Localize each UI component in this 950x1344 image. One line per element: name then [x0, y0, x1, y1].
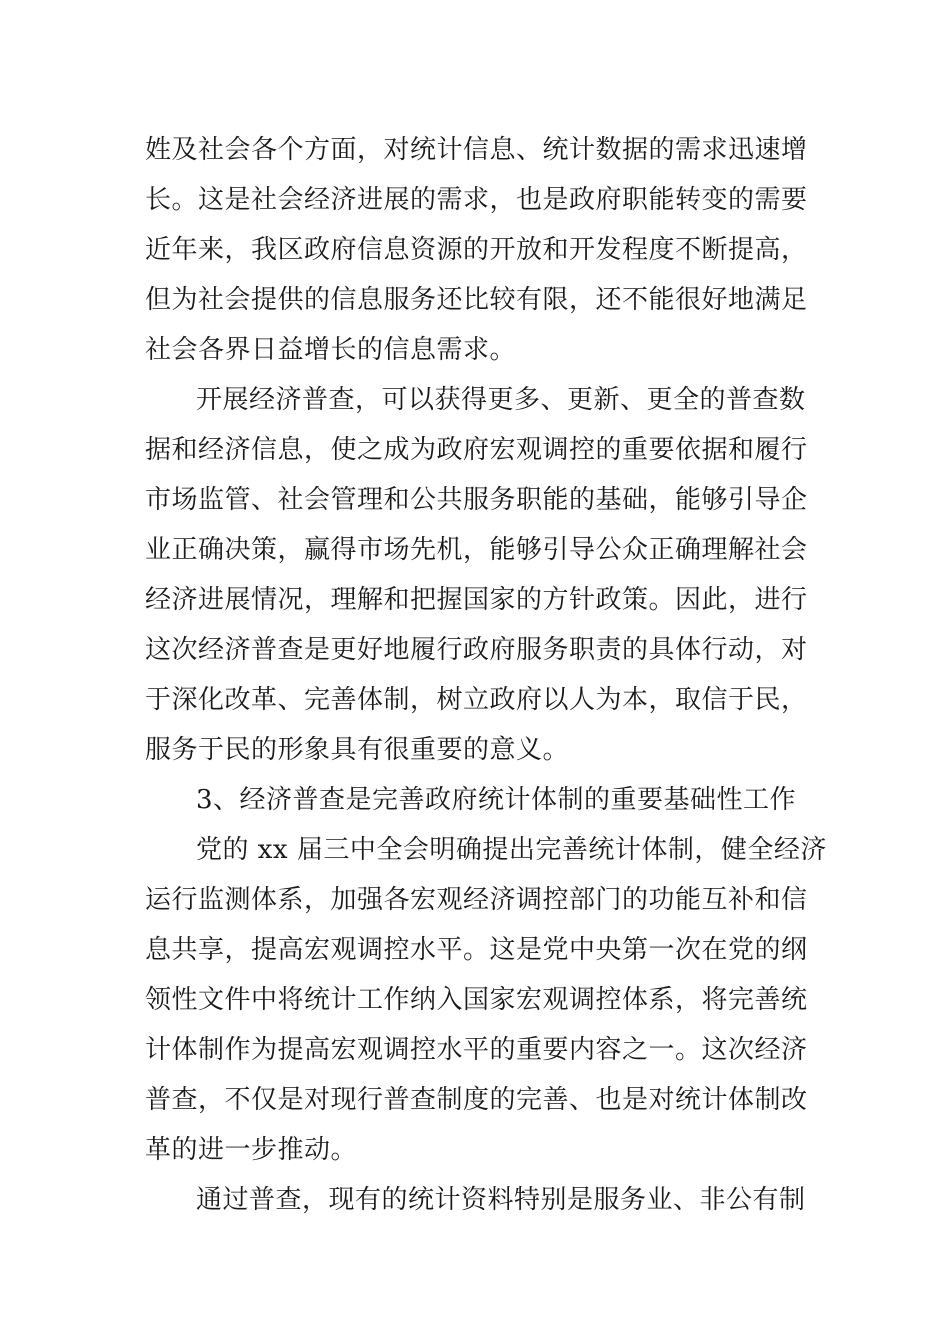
text-line: 长。这是社会经济进展的需求，也是政府职能转变的需要: [145, 185, 808, 215]
paragraph-start-line: 通过普查，现有的统计资料特别是服务业、非公有制: [196, 1185, 806, 1215]
text-line: 市场监管、社会管理和公共服务职能的基础，能够引导企: [145, 485, 808, 515]
text-line: 经济进展情况，理解和把握国家的方针政策。因此，进行: [145, 585, 808, 615]
text-line: 姓及社会各个方面，对统计信息、统计数据的需求迅速增: [145, 135, 808, 165]
text-line: 业正确决策，赢得市场先机，能够引导公众正确理解社会: [145, 535, 808, 565]
text-line: 于深化改革、完善体制，树立政府以人为本，取信于民，: [145, 685, 808, 715]
text-line: 普查，不仅是对现行普查制度的完善、也是对统计体制改: [145, 1085, 808, 1115]
text-line: 近年来，我区政府信息资源的开放和开发程度不断提高，: [145, 235, 808, 265]
text-line: 计体制作为提高宏观调控水平的重要内容之一。这次经济: [145, 1035, 808, 1065]
text-line: 息共享，提高宏观调控水平。这是党中央第一次在党的纲: [145, 935, 808, 965]
text-line: 运行监测体系，加强各宏观经济调控部门的功能互补和信: [145, 885, 808, 915]
paragraph-start-line: 开展经济普查，可以获得更多、更新、更全的普查数: [196, 385, 806, 415]
text-line: 据和经济信息，使之成为政府宏观调控的重要依据和履行: [145, 435, 808, 465]
text-line: 但为社会提供的信息服务还比较有限，还不能很好地满足: [145, 285, 808, 315]
text-line: 领性文件中将统计工作纳入国家宏观调控体系，将完善统: [145, 985, 808, 1015]
section-heading: 3、经济普查是完善政府统计体制的重要基础性工作: [196, 785, 797, 815]
text-line: 革的进一步推动。: [145, 1135, 358, 1165]
text-line: 服务于民的形象具有很重要的意义。: [145, 735, 570, 765]
text-line: 这次经济普查是更好地履行政府服务职责的具体行动，对: [145, 635, 808, 665]
text-line: 社会各界日益增长的信息需求。: [145, 335, 517, 365]
paragraph-start-line: 党的 xx 届三中全会明确提出完善统计体制，健全经济: [196, 835, 827, 865]
